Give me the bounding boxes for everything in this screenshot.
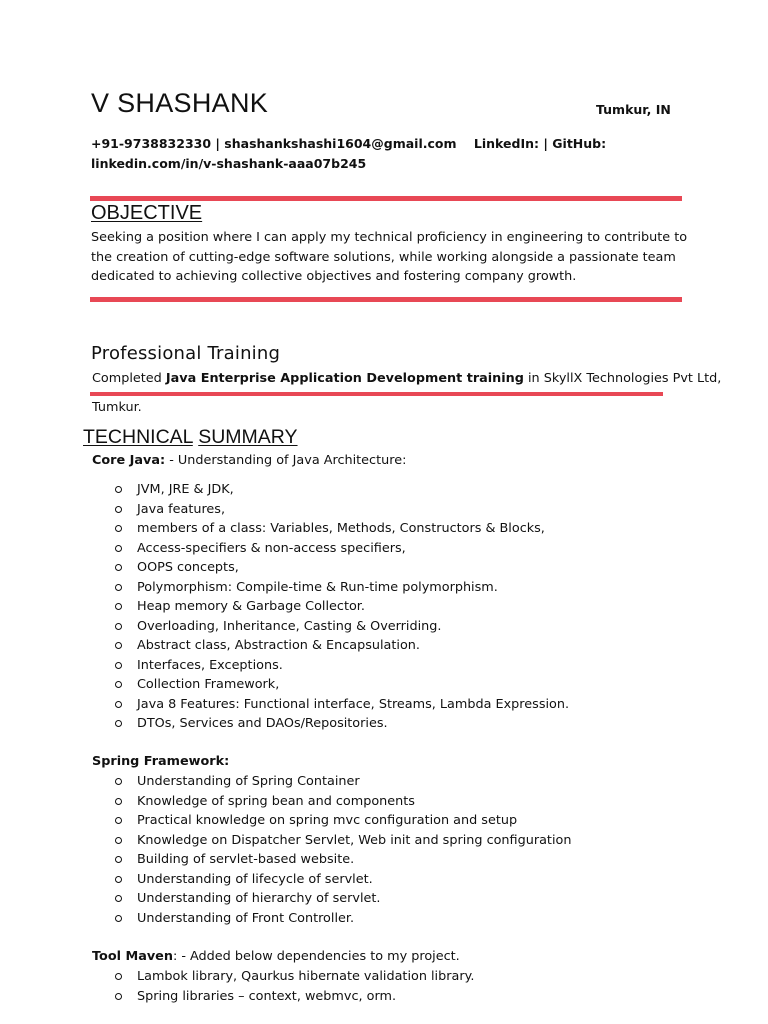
list-item-text: Polymorphism: Compile-time & Run-time polymorphism. xyxy=(137,579,498,595)
list-item-text: Overloading, Inheritance, Casting & Overriding. xyxy=(137,618,442,634)
list-item xyxy=(137,539,569,559)
list-item-text: Understanding of Spring Container xyxy=(137,774,360,789)
hollow-bullet-icon xyxy=(115,993,122,1000)
hollow-bullet-icon xyxy=(115,798,122,805)
section-divider xyxy=(90,297,682,302)
training-course: Java Enterprise Application Development training xyxy=(165,371,524,386)
core-java-label xyxy=(92,451,406,471)
list-item xyxy=(137,558,569,578)
list-item-text: Java 8 Features: Functional interface, Streams, Lambda Expression. xyxy=(137,696,570,712)
training-text xyxy=(92,369,721,389)
hollow-bullet-icon xyxy=(115,701,122,708)
hollow-bullet-icon xyxy=(115,895,122,902)
list-item xyxy=(137,870,571,890)
spring-label xyxy=(92,752,229,772)
list-item-text: Spring libraries – context, webmvc, orm. xyxy=(137,988,397,1004)
spring-list xyxy=(137,772,571,928)
core-java-list xyxy=(137,480,569,734)
maven-intro: : - Added below dependencies to my project. xyxy=(172,949,460,964)
list-item xyxy=(137,636,569,656)
hollow-bullet-icon xyxy=(115,545,122,552)
list-item-text: Access-specifiers & non-access specifiers, xyxy=(137,540,406,556)
hollow-bullet-icon xyxy=(115,506,122,513)
list-item-text: DTOs, Services and DAOs/Repositories. xyxy=(137,716,388,731)
list-item xyxy=(137,792,571,812)
hollow-bullet-icon xyxy=(115,564,122,571)
training-prefix: Completed xyxy=(92,371,166,386)
hollow-bullet-icon xyxy=(115,856,122,863)
maven-list xyxy=(137,967,474,1006)
list-item xyxy=(137,617,569,637)
list-item-text: Abstract class, Abstraction & Encapsulation. xyxy=(137,638,420,653)
list-item-text: Heap memory & Garbage Collector. xyxy=(137,599,365,614)
technical-summary-heading xyxy=(83,426,298,449)
list-item-text: JVM, JRE & JDK, xyxy=(137,482,234,497)
hollow-bullet-icon xyxy=(115,817,122,824)
hollow-bullet-icon xyxy=(115,973,122,980)
candidate-name: V SHASHANK xyxy=(91,88,269,118)
list-item xyxy=(137,714,569,734)
list-item xyxy=(137,695,569,715)
hollow-bullet-icon xyxy=(115,915,122,922)
list-item-text: Practical knowledge on spring mvc configuration and setup xyxy=(137,813,518,828)
list-item-text: Interfaces, Exceptions. xyxy=(137,657,283,673)
list-item xyxy=(137,967,474,987)
hollow-bullet-icon xyxy=(115,486,122,493)
maven-label xyxy=(92,947,460,967)
training-location: Tumkur. xyxy=(92,400,142,415)
hollow-bullet-icon xyxy=(115,681,122,688)
objective-text: Seeking a position where I can apply my technical proficiency in engineering to contribute to the creation of cutting-edge software solutions, while working alongside a passionate team dedicated to achieving collective objectives and fostering company growth. xyxy=(91,230,688,284)
list-item xyxy=(137,480,569,500)
maven-title: Tool Maven xyxy=(92,949,173,964)
spring-title: Spring Framework: xyxy=(92,754,230,769)
heading-word: TECHNICAL xyxy=(83,426,193,448)
training-heading: Professional Training xyxy=(91,343,281,364)
hollow-bullet-icon xyxy=(115,623,122,630)
hollow-bullet-icon xyxy=(115,584,122,591)
core-java-intro: - Understanding of Java Architecture: xyxy=(165,453,407,468)
list-item-text: Knowledge on Dispatcher Servlet, Web init and spring configuration xyxy=(137,832,572,848)
list-item-text: Understanding of lifecycle of servlet. xyxy=(137,871,373,887)
list-item-text: Knowledge of spring bean and components xyxy=(137,793,415,809)
hollow-bullet-icon xyxy=(115,720,122,727)
list-item xyxy=(137,831,571,851)
list-item xyxy=(137,597,569,617)
hollow-bullet-icon xyxy=(115,778,122,785)
heading-word: SUMMARY xyxy=(198,426,298,448)
list-item xyxy=(137,500,569,520)
list-item-text: Understanding of Front Controller. xyxy=(137,910,355,926)
hollow-bullet-icon xyxy=(115,837,122,844)
list-item xyxy=(137,811,571,831)
list-item-text: Lambok library, Qaurkus hibernate validation library. xyxy=(137,969,475,984)
list-item xyxy=(137,909,571,929)
hollow-bullet-icon xyxy=(115,876,122,883)
list-item xyxy=(137,578,569,598)
list-item xyxy=(137,656,569,676)
contact-details: +91-9738832330 | shashankshashi1604@gmail.com LinkedIn: | GitHub: xyxy=(91,136,607,151)
hollow-bullet-icon xyxy=(115,662,122,669)
list-item xyxy=(137,772,571,792)
core-java-title: Core Java: xyxy=(92,453,166,468)
objective-heading: OBJECTIVE xyxy=(91,202,203,224)
list-item-text: Understanding of hierarchy of servlet. xyxy=(137,891,381,906)
hollow-bullet-icon xyxy=(115,642,122,649)
section-divider xyxy=(90,196,682,201)
hollow-bullet-icon xyxy=(115,603,122,610)
list-item-text: Building of servlet-based website. xyxy=(137,852,355,867)
list-item-text: members of a class: Variables, Methods, Constructors & Blocks, xyxy=(137,521,545,536)
linkedin-url: linkedin.com/in/v-shashank-aaa07b245 xyxy=(91,156,367,171)
list-item xyxy=(137,987,474,1007)
hollow-bullet-icon xyxy=(115,525,122,532)
list-item xyxy=(137,850,571,870)
list-item-text: Java features, xyxy=(137,501,226,517)
location: Tumkur, IN xyxy=(596,102,671,117)
list-item xyxy=(137,889,571,909)
training-suffix: in SkyllX Technologies Pvt Ltd, xyxy=(523,371,722,386)
section-divider xyxy=(90,392,663,396)
list-item-text: Collection Framework, xyxy=(137,677,280,692)
list-item-text: OOPS concepts, xyxy=(137,560,239,575)
list-item xyxy=(137,675,569,695)
list-item xyxy=(137,519,569,539)
